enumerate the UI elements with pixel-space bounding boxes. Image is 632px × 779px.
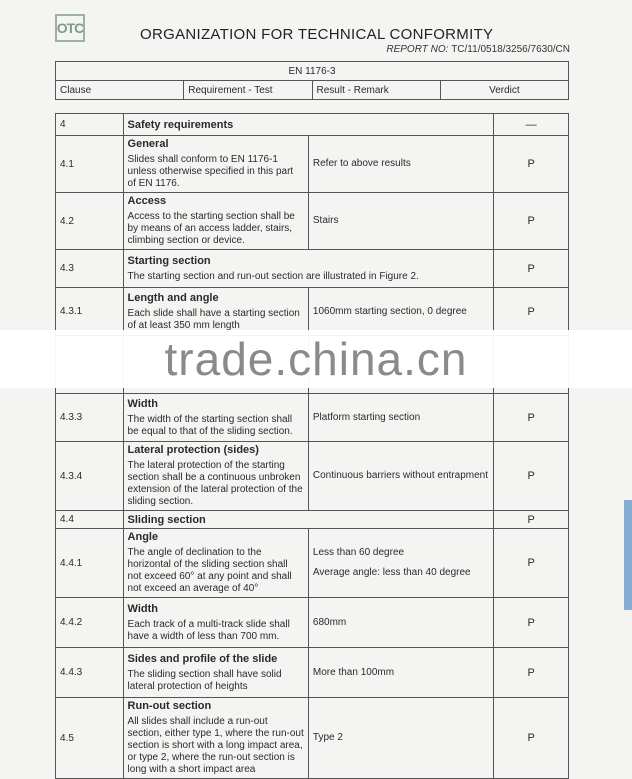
- table-row: [56, 598, 569, 648]
- result-cell: Refer to above results: [308, 136, 493, 193]
- requirement-title: Sides and profile of the slide: [127, 652, 278, 665]
- requirement-cell: [123, 698, 308, 779]
- requirement-title: Starting section: [127, 254, 211, 267]
- watermark-band: [0, 330, 632, 388]
- requirement-cell: [123, 648, 308, 698]
- requirement-text: Each track of a multi-track slide shall have a width of less than 700 mm.: [127, 618, 290, 642]
- requirement-text: Each slide shall have a starting section of at least 350 mm length: [127, 307, 300, 331]
- requirement-title: Lateral protection (sides): [127, 444, 259, 456]
- table-row: [56, 193, 569, 250]
- clause-cell: 4.3: [56, 250, 124, 288]
- requirement-text: The angle of declination to the horizontal of the sliding section shall not exceed 60° at any point and shall not exceed an average of 40°: [127, 547, 292, 594]
- requirement-cell: [123, 511, 494, 529]
- verdict-cell: P: [494, 511, 569, 529]
- requirement-title: Width: [127, 397, 158, 410]
- clause-cell: 4.3.4: [56, 442, 124, 511]
- table-row: [56, 394, 569, 442]
- requirement-cell: [123, 529, 308, 598]
- requirement-cell: [123, 193, 308, 250]
- table-row: [56, 529, 569, 598]
- requirement-title: Access: [127, 195, 167, 207]
- result-cell: Continuous barriers without entrapment: [308, 442, 493, 511]
- requirement-cell: [123, 136, 308, 193]
- requirement-cell: [123, 442, 308, 511]
- table-row: [56, 250, 569, 288]
- watermark-text: trade.china.cn: [164, 333, 468, 385]
- clause-cell: 4.5: [56, 698, 124, 779]
- verdict-cell: P: [494, 442, 569, 511]
- clause-cell: 4.1: [56, 136, 124, 193]
- table-row: [56, 511, 569, 529]
- requirement-title: Length and angle: [127, 291, 219, 304]
- organization-title: ORGANIZATION FOR TECHNICAL CONFORMITY: [140, 26, 494, 43]
- column-header-clause: Clause: [56, 81, 184, 100]
- result-line: Average angle: less than 40 degree: [312, 567, 471, 578]
- verdict-cell: P: [494, 250, 569, 288]
- verdict-cell: —: [494, 114, 569, 136]
- requirement-title: Angle: [127, 531, 159, 543]
- requirement-title: General: [127, 138, 169, 150]
- requirement-text: Access to the starting section shall be by means of an access ladder, stairs, climbing section or device.: [127, 211, 295, 246]
- requirement-cell: [123, 394, 308, 442]
- verdict-cell: P: [494, 136, 569, 193]
- requirement-title: Sliding section: [127, 513, 206, 526]
- result-line: Less than 60 degree: [312, 547, 405, 558]
- page-edge-decoration: [624, 500, 632, 610]
- requirement-cell: [123, 250, 494, 288]
- header-table: [55, 61, 569, 100]
- requirement-text: Slides shall conform to EN 1176-1 unless otherwise specified in this part of EN 1176.: [127, 154, 294, 189]
- clause-cell: 4.3.3: [56, 394, 124, 442]
- verdict-cell: P: [494, 193, 569, 250]
- standard-name: EN 1176-3: [56, 62, 569, 81]
- verdict-cell: P: [494, 529, 569, 598]
- table-row: [56, 136, 569, 193]
- clause-cell: 4.4: [56, 511, 124, 529]
- table-row: [56, 114, 569, 136]
- result-cell: 1060mm starting section, 0 degree: [308, 288, 493, 336]
- result-cell: Stairs: [308, 193, 493, 250]
- clause-cell: 4.4.3: [56, 648, 124, 698]
- result-cell: [308, 529, 493, 598]
- requirement-text: All slides shall include a run-out section, either type 1, where the run-out section is short with a long impact area, or type 2, where the run-out section is long with a short impact area: [127, 716, 304, 775]
- result-cell: 680mm: [308, 598, 493, 648]
- otc-logo: OTC: [55, 14, 85, 42]
- requirements-table: [55, 113, 569, 779]
- table-row: [56, 288, 569, 336]
- clause-cell: 4.4.2: [56, 598, 124, 648]
- requirement-text: The width of the starting section shall be equal to that of the sliding section.: [127, 413, 293, 437]
- requirement-cell: [123, 114, 494, 136]
- report-number: [386, 44, 570, 55]
- requirement-cell: [123, 598, 308, 648]
- column-header-requirement: Requirement - Test: [184, 81, 312, 100]
- result-cell: Type 2: [308, 698, 493, 779]
- requirement-cell: [123, 288, 308, 336]
- verdict-cell: P: [494, 648, 569, 698]
- verdict-cell: P: [494, 288, 569, 336]
- clause-cell: 4.3.1: [56, 288, 124, 336]
- table-row: [56, 698, 569, 779]
- report-number-value: TC/11/0518/3256/7630/CN: [451, 44, 570, 55]
- table-row: [56, 442, 569, 511]
- verdict-cell: P: [494, 698, 569, 779]
- table-row: [56, 648, 569, 698]
- requirement-title: Width: [127, 602, 158, 615]
- column-header-result: Result - Remark: [312, 81, 440, 100]
- verdict-cell: P: [494, 394, 569, 442]
- requirement-title: Run-out section: [127, 700, 212, 712]
- verdict-cell: P: [494, 598, 569, 648]
- clause-cell: 4.2: [56, 193, 124, 250]
- requirement-text: The sliding section shall have solid lateral protection of heights: [127, 668, 282, 692]
- requirement-text: The starting section and run-out section are illustrated in Figure 2.: [127, 270, 419, 282]
- requirement-text: The lateral protection of the starting section shall be a continuous unbroken extension of the lateral protection of the sliding section.: [127, 460, 303, 507]
- result-cell: Platform starting section: [308, 394, 493, 442]
- column-header-verdict: Verdict: [440, 81, 568, 100]
- clause-cell: 4.4.1: [56, 529, 124, 598]
- report-number-label: REPORT NO:: [386, 44, 449, 55]
- clause-cell: 4: [56, 114, 124, 136]
- result-cell: More than 100mm: [308, 648, 493, 698]
- requirement-title: Safety requirements: [127, 118, 234, 131]
